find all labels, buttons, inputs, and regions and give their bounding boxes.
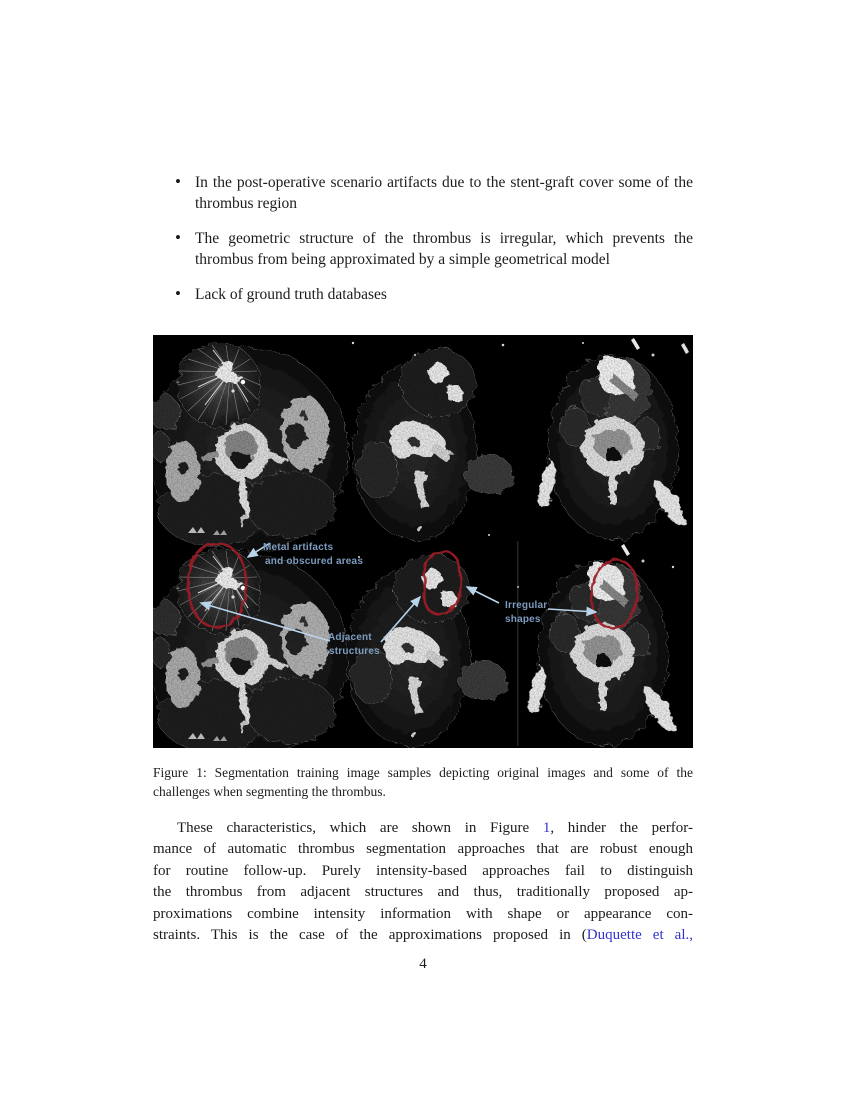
paragraph-line: proximations combine intensity information with shape or appearance con- <box>153 905 693 922</box>
page-number: 4 <box>419 956 427 972</box>
text-run: , hinder the perfor- <box>550 820 693 836</box>
body-paragraph <box>153 818 693 946</box>
label-metal-artifacts-line2: and obscured areas <box>265 556 364 567</box>
citation-link[interactable]: Duquette et al., <box>586 926 693 943</box>
label-metal-artifacts-line1: Metal artifacts <box>263 542 334 553</box>
panel-seam <box>517 541 519 746</box>
text-run: These characteristics, which are shown in Figure <box>177 820 543 836</box>
paragraph-line: mance of automatic thrombus segmentation approaches that are robust enough <box>153 841 693 858</box>
bullet-list <box>153 172 693 318</box>
bullet-item: • The geometric structure of the thrombus is irregular, which prevents the thrombus from being approximated by a simple geometrical model <box>153 228 693 271</box>
paragraph-line <box>153 925 693 946</box>
figure-caption: Figure 1: Segmentation training image samples depicting original images and some of the challenges when segmenting the thrombus. <box>153 765 693 799</box>
bullet-item: • Lack of ground truth databases <box>153 284 693 305</box>
figure-ct-montage <box>153 335 693 748</box>
figure-reference-link[interactable]: 1 <box>542 820 551 836</box>
paragraph-line: for routine follow-up. Purely intensity-based approaches fail to distinguish <box>153 862 693 879</box>
text-run: straints. This is the case of the approximations proposed in ( <box>153 926 587 943</box>
paragraph-line: the thrombus from adjacent structures and thus, traditionally proposed ap- <box>153 884 693 901</box>
label-adjacent-structures-line1: Adjacent <box>328 632 372 643</box>
label-adjacent-structures-line2: structures <box>329 646 380 657</box>
bullet-item: • In the post-operative scenario artifacts due to the stent-graft cover some of the thrombus region <box>153 172 693 215</box>
paragraph-line <box>153 818 693 839</box>
label-irregular-shapes-line1: Irregular <box>505 600 548 611</box>
label-irregular-shapes-line2: shapes <box>505 614 541 625</box>
